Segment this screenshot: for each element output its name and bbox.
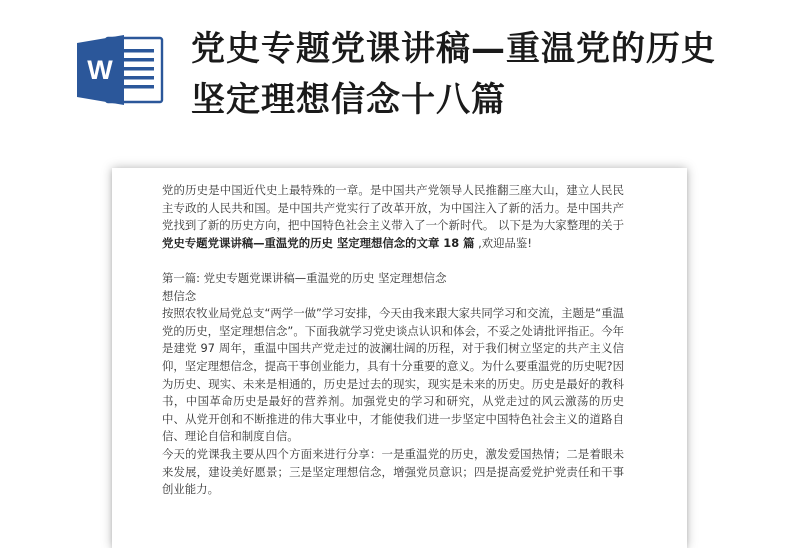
intro-tail: ,欢迎品鉴! [474, 235, 532, 250]
word-icon-letter: W [87, 55, 113, 85]
body-paragraph-2: 今天的党课我主要从四个方面来进行分享：一是重温党的历史，激发爱国热情；二是着眼未来发展，建设美好愿景；三是坚定理想信念，增强党员意识；四是提高爱党护党责任和干事创业能力。 [162, 446, 624, 497]
body-paragraph-1: 按照农牧业局党总支“两学一做”学习安排，今天由我来跟大家共同学习和交流，主题是“重温党的历史，坚定理想信念”。下面我就学习党史谈点认识和体会，不妥之处请批评指正。今年是建党 97 周年，重温中国共产党走过的波澜壮阔的历程，对于我们树立坚定的共产主义信仰，坚定理想信念，提高干事创业能力，具有十分重要的意义。为什么要重温党的历史呢?因为历史、现实、未来是相通的，历史是过去的现实，现实是未来的历史。历史是最好的教科书，中国革命历史是最好的营养剂。加强党史的学习和研究，从党走过的风云激荡的历史中、从党开创和不断推进的伟大事业中，才能使我们进一步坚定中国特色社会主义的道路自信、理论自信和制度自信。 [162, 306, 624, 444]
intro-paragraph [162, 182, 624, 252]
section-heading: 第一篇: 党史专题党课讲稿—重温党的历史 坚定理想信念 [162, 270, 447, 285]
document-body [162, 182, 624, 499]
paragraph-gap [162, 252, 624, 270]
intro-bold-title: 党史专题党课讲稿—重温党的历史 坚定理想信念的文章 18 篇 [162, 235, 475, 250]
page-title: 党史专题党课讲稿—重温党的历史 坚定理想信念十八篇 [191, 29, 716, 120]
section-subheading: 想信念 [162, 288, 197, 303]
document-page [112, 168, 687, 548]
word-icon [73, 32, 165, 108]
intro-text: 党的历史是中国近代史上最特殊的一章。是中国共产党领导人民推翻三座大山，建立人民民主专政的人民共和国。是中国共产党实行了改革开放，为中国注入了新的活力。是中国共产党找到了新的历史方向，把中国特色社会主义带入了一个新时代。 以下是为大家整理的关于 [162, 183, 624, 233]
